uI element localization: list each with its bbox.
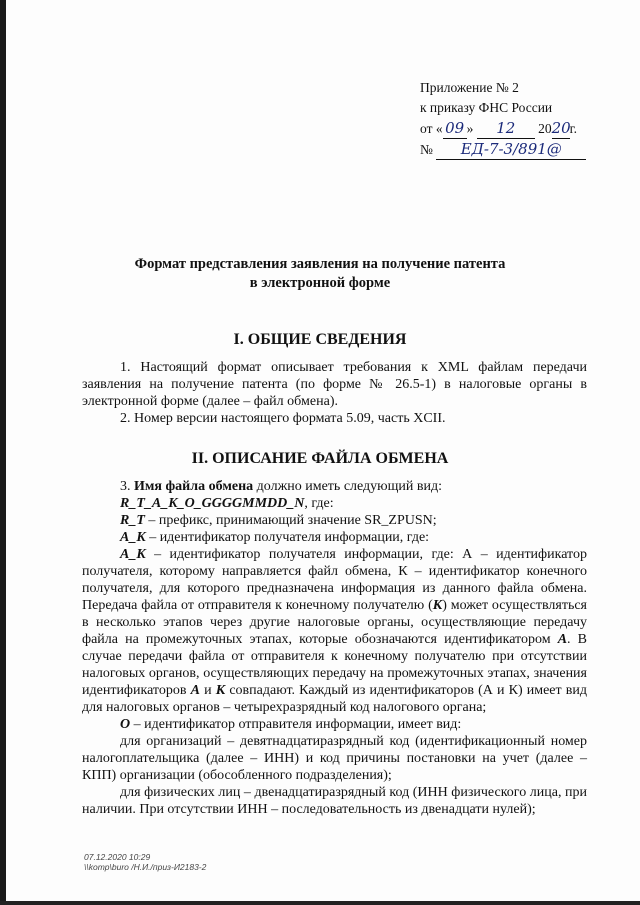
section-2-body — [82, 478, 587, 818]
o-definition: O – идентификатор отправителя информации, имеет вид: — [120, 717, 462, 732]
appendix-order-number — [420, 139, 620, 160]
ak-detailed-definition: A_K – идентификатор получателя информации, где: А – идентификатор получателя, которому направляется файл обмена, К – идентификатор конечного получателя, для которого предназначена информация из данного файла обмена. Передача файла от отправителя к конечному получателю (К) может осуществляться в несколько этапов через другие налоговые органы, осуществляющие передачу файла на промежуточных этапах, которые обозначаются идентификатором А. В случае передачи файла от отправителя к конечному получателю при отсутствии налоговых органов, осуществляющих передачу на промежуточных этапах, значения идентификаторов А и К совпадают. Каждый из идентификаторов (А и К) имеет вид для налоговых органов – четырехразрядный код налогового органа; — [82, 547, 587, 715]
order-number: ЕД-7-3/891@ — [436, 139, 586, 160]
org-definition: для организаций – девятнадцатиразрядный код (идентификационный номер налогоплательщика (далее – ИНН) и код причины постановки на учет (далее – КПП) организации (обособленного подразделения); — [82, 734, 587, 783]
appendix-order-ref: к приказу ФНС России — [420, 100, 553, 115]
date-suffix: г. — [569, 121, 577, 136]
individual-definition: для физических лиц – двенадцатиразрядный код (ИНН физического лица, при наличии. При отсутствии ИНН – последовательность из двенадцати нулей); — [82, 785, 587, 817]
appendix-date — [420, 118, 620, 139]
paragraph-2: 2. Номер версии настоящего формата 5.09, часть XCII. — [120, 411, 446, 426]
date-quote-close: » — [466, 121, 474, 136]
date-prefix: от « — [420, 121, 443, 136]
footer-timestamp: 07.12.2020 10:29 — [84, 852, 151, 862]
footer-path: \\komp\buro /Н.И./приз-И2183-2 — [84, 862, 207, 872]
date-year-prefix: 20 — [538, 121, 552, 136]
number-prefix: № — [420, 142, 433, 157]
paragraph-1: 1. Настоящий формат описывает требования к XML файлам передачи заявления на получение патента (по форме № 26.5-1) в налоговые органы в электронной форме (далее – файл обмена). — [82, 360, 587, 409]
appendix-block — [420, 78, 620, 160]
file-name-term: Имя файла обмена — [134, 479, 254, 494]
appendix-number: Приложение № 2 — [420, 80, 519, 95]
scan-edge-bottom — [0, 901, 640, 905]
title-line-1: Формат представления заявления на получение патента — [134, 256, 506, 272]
file-name-pattern: R_T_A_K_O_GGGGMMDD_N, где: — [120, 496, 334, 511]
date-month: 12 — [477, 118, 535, 139]
ak-definition: A_K – идентификатор получателя информации, где: — [120, 530, 430, 545]
paragraph-3: 3. Имя файла обмена должно иметь следующий вид: — [120, 479, 443, 494]
section-1-body — [82, 359, 587, 427]
date-day: 09 — [443, 118, 467, 139]
print-footer — [84, 852, 206, 872]
section-1-heading: I. ОБЩИЕ СВЕДЕНИЯ — [233, 331, 407, 348]
document-title — [0, 255, 640, 293]
rt-definition: R_T – префикс, принимающий значение SR_ZPUSN; — [120, 513, 437, 528]
title-line-2: в электронной форме — [249, 275, 391, 291]
date-year: 20 — [551, 119, 571, 137]
section-2-heading: II. ОПИСАНИЕ ФАЙЛА ОБМЕНА — [191, 450, 449, 467]
